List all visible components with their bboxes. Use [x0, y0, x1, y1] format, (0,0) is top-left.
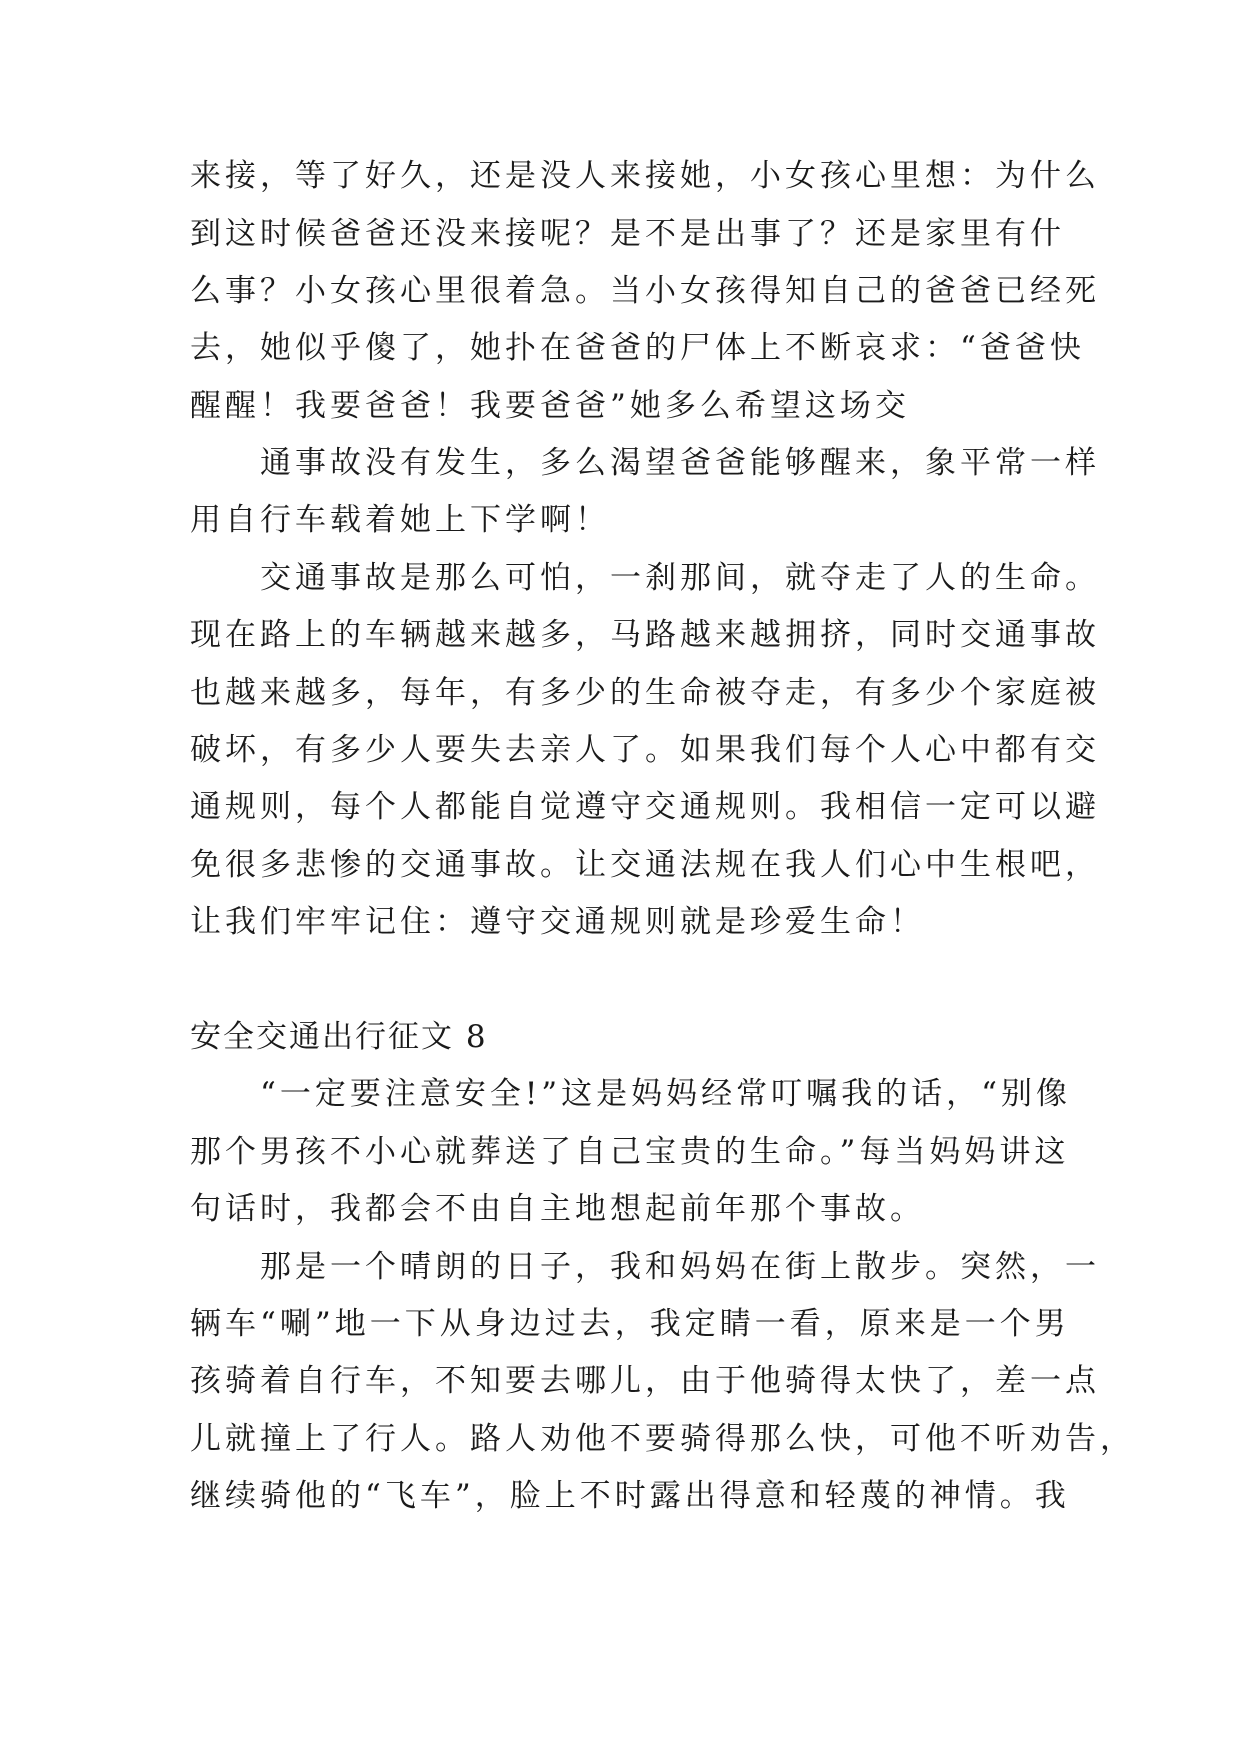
- text-line: 继续骑他的“飞车”，脸上不时露出得意和轻蔑的神情。我: [190, 1478, 1070, 1514]
- text-line: 辆车“唰”地一下从身边过去，我定睛一看，原来是一个男: [190, 1306, 1070, 1342]
- text-line: 破坏，有多少人要失去亲人了。如果我们每个人心中都有交: [190, 732, 1100, 768]
- text-line: 孩骑着自行车，不知要去哪儿，由于他骑得太快了，差一点: [190, 1363, 1100, 1399]
- text-line: 醒醒！我要爸爸！我要爸爸”她多么希望这场交: [190, 388, 910, 424]
- text-line: 让我们牢牢记住：遵守交通规则就是珍爱生命！: [190, 904, 925, 940]
- text-line: 来接，等了好久，还是没人来接她，小女孩心里想：为什么: [190, 158, 1100, 194]
- text-line: 去，她似乎傻了，她扑在爸爸的尸体上不断哀求：“爸爸快: [190, 330, 1085, 366]
- text-line: 用自行车载着她上下学啊！: [190, 502, 610, 538]
- text-line: 也越来越多，每年，有多少的生命被夺走，有多少个家庭被: [190, 675, 1100, 711]
- text-line: “一定要注意安全!”这是妈妈经常叮嘱我的话，“别像: [190, 1076, 1071, 1112]
- text-line: 交通事故是那么可怕，一刹那间，就夺走了人的生命。: [190, 560, 1100, 596]
- text-line: 那是一个晴朗的日子，我和妈妈在街上散步。突然，一: [190, 1249, 1100, 1285]
- text-line: 儿就撞上了行人。路人劝他不要骑得那么快，可他不听劝告，: [190, 1421, 1135, 1457]
- text-line: 句话时，我都会不由自主地想起前年那个事故。: [190, 1191, 925, 1227]
- text-line: 通规则，每个人都能自觉遵守交通规则。我相信一定可以避: [190, 789, 1100, 825]
- text-line: 现在路上的车辆越来越多，马路越来越拥挤，同时交通事故: [190, 617, 1100, 653]
- text-line: 通事故没有发生，多么渴望爸爸能够醒来，象平常一样: [190, 445, 1100, 481]
- text-line: 那个男孩不小心就葬送了自己宝贵的生命。”每当妈妈讲这: [190, 1134, 1070, 1170]
- text-line: 么事？小女孩心里很着急。当小女孩得知自己的爸爸已经死: [190, 273, 1100, 309]
- text-line: 到这时候爸爸还没来接呢？是不是出事了？还是家里有什: [190, 216, 1065, 252]
- section-title: 安全交通出行征文 8: [190, 1019, 488, 1055]
- text-line: 免很多悲惨的交通事故。让交通法规在我人们心中生根吧，: [190, 847, 1100, 883]
